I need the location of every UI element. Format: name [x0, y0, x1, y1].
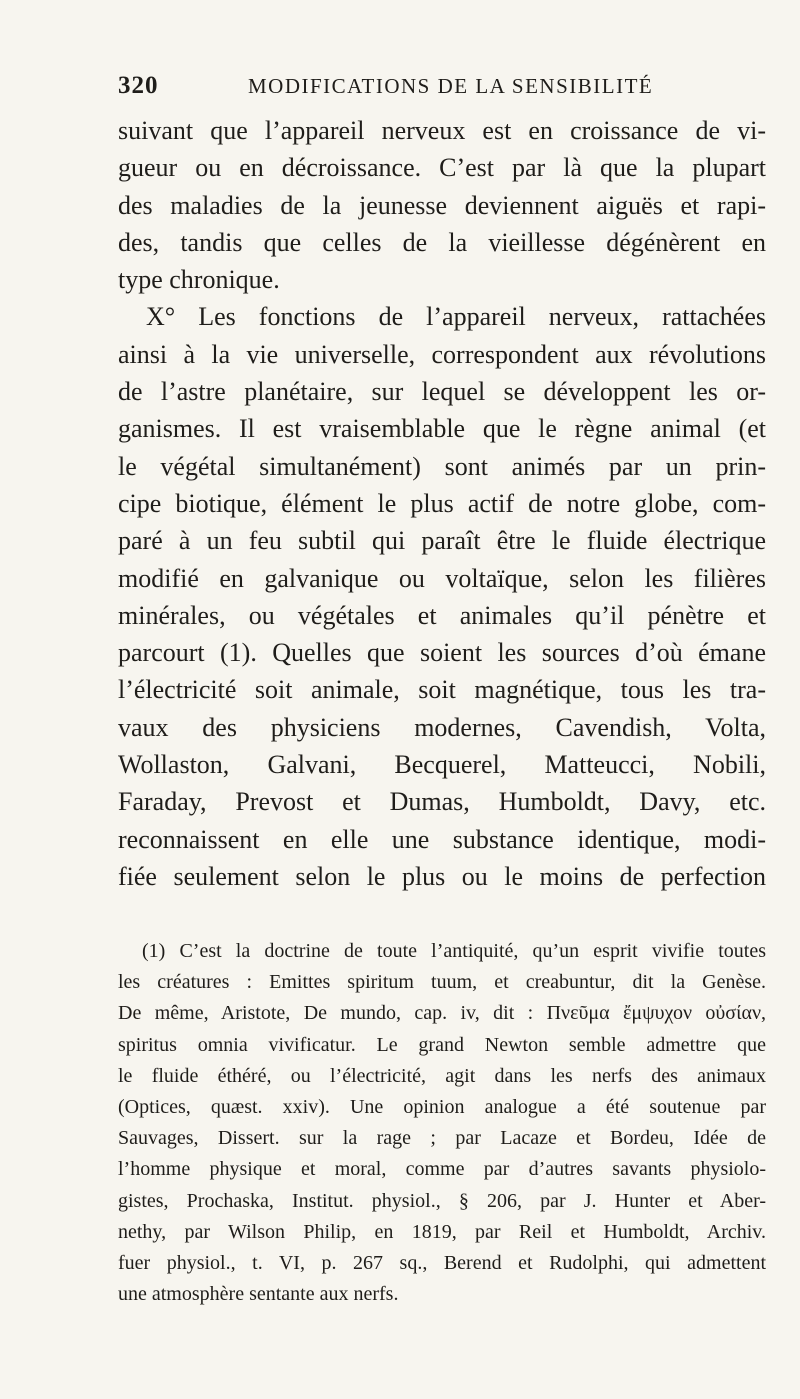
text-line: ganismes. Il est vraisemblable que le règne animal (et [118, 414, 766, 444]
text-line: type chronique. [118, 265, 280, 295]
text-line: cipe biotique, élément le plus actif de notre globe, com- [118, 488, 766, 518]
footnote-line: (Optices, quæst. xxiv). Une opinion analogue a été soutenue par [118, 1095, 766, 1118]
text-line: des, tandis que celles de la vieillesse dégénèrent en [118, 227, 766, 257]
text-line: de l’astre planétaire, sur lequel se développent les or- [118, 377, 766, 407]
text-line: X° Les fonctions de l’appareil nerveux, rattachées [146, 302, 766, 332]
page-header [118, 68, 758, 104]
footnote-line: une atmosphère sentante aux nerfs. [118, 1283, 399, 1306]
text-line: le végétal simultanément) sont animés par un prin- [118, 451, 766, 481]
text-line: minérales, ou végétales et animales qu’il pénètre et [118, 600, 766, 630]
text-line: paré à un feu subtil qui paraît être le fluide électrique [118, 526, 766, 556]
text-line: vaux des physiciens modernes, Cavendish, Volta, [118, 712, 766, 742]
footnote-line: les créatures : Emittes spiritum tuum, et creabuntur, dit la Genèse. [118, 971, 766, 994]
running-title: MODIFICATIONS DE LA SENSIBILITÉ [248, 73, 654, 98]
text-line: Wollaston, Galvani, Becquerel, Matteucci, Nobili, [118, 750, 766, 780]
footnote-line: De même, Aristote, De mundo, cap. iv, dit : Πνεῦμα ἔμψυχον οὐσίαν, [118, 1002, 766, 1025]
footnote-line: l’homme physique et moral, comme par d’autres savants physiolo- [118, 1158, 766, 1181]
footnote-line: spiritus omnia vivificatur. Le grand Newton semble admettre que [118, 1033, 766, 1056]
footnote [118, 936, 766, 1310]
text-line: modifié en galvanique ou voltaïque, selon les filières [118, 563, 766, 593]
footnote-line: le fluide éthéré, ou l’électricité, agit dans les nerfs des animaux [118, 1064, 766, 1087]
footnote-line: fuer physiol., t. VI, p. 267 sq., Berend et Rudolphi, qui admettent [118, 1251, 766, 1274]
footnote-line: (1) C’est la doctrine de toute l’antiquité, qu’un esprit vivifie toutes [142, 940, 766, 962]
footnote-line: Sauvages, Dissert. sur la rage ; par Lacaze et Bordeu, Idée de [118, 1127, 766, 1150]
main-text [118, 112, 766, 895]
text-line: Faraday, Prevost et Dumas, Humboldt, Davy, etc. [118, 787, 766, 817]
text-line: ainsi à la vie universelle, correspondent aux révolutions [118, 339, 766, 369]
page-number: 320 [118, 72, 159, 99]
text-line: reconnaissent en elle une substance identique, modi- [118, 824, 766, 854]
text-line: l’électricité soit animale, soit magnétique, tous les tra- [118, 675, 766, 705]
text-line: des maladies de la jeunesse deviennent aiguës et rapi- [118, 190, 766, 220]
text-line: suivant que l’appareil nerveux est en croissance de vi- [118, 116, 766, 145]
text-line: gueur ou en décroissance. C’est par là que la plupart [118, 153, 766, 183]
footnote-line: nethy, par Wilson Philip, en 1819, par Reil et Humboldt, Archiv. [118, 1220, 766, 1243]
text-line: fiée seulement selon le plus ou le moins de perfection [118, 861, 766, 891]
text-line: parcourt (1). Quelles que soient les sources d’où émane [118, 638, 766, 668]
footnote-line: gistes, Prochaska, Institut. physiol., § 206, par J. Hunter et Aber- [118, 1189, 766, 1212]
